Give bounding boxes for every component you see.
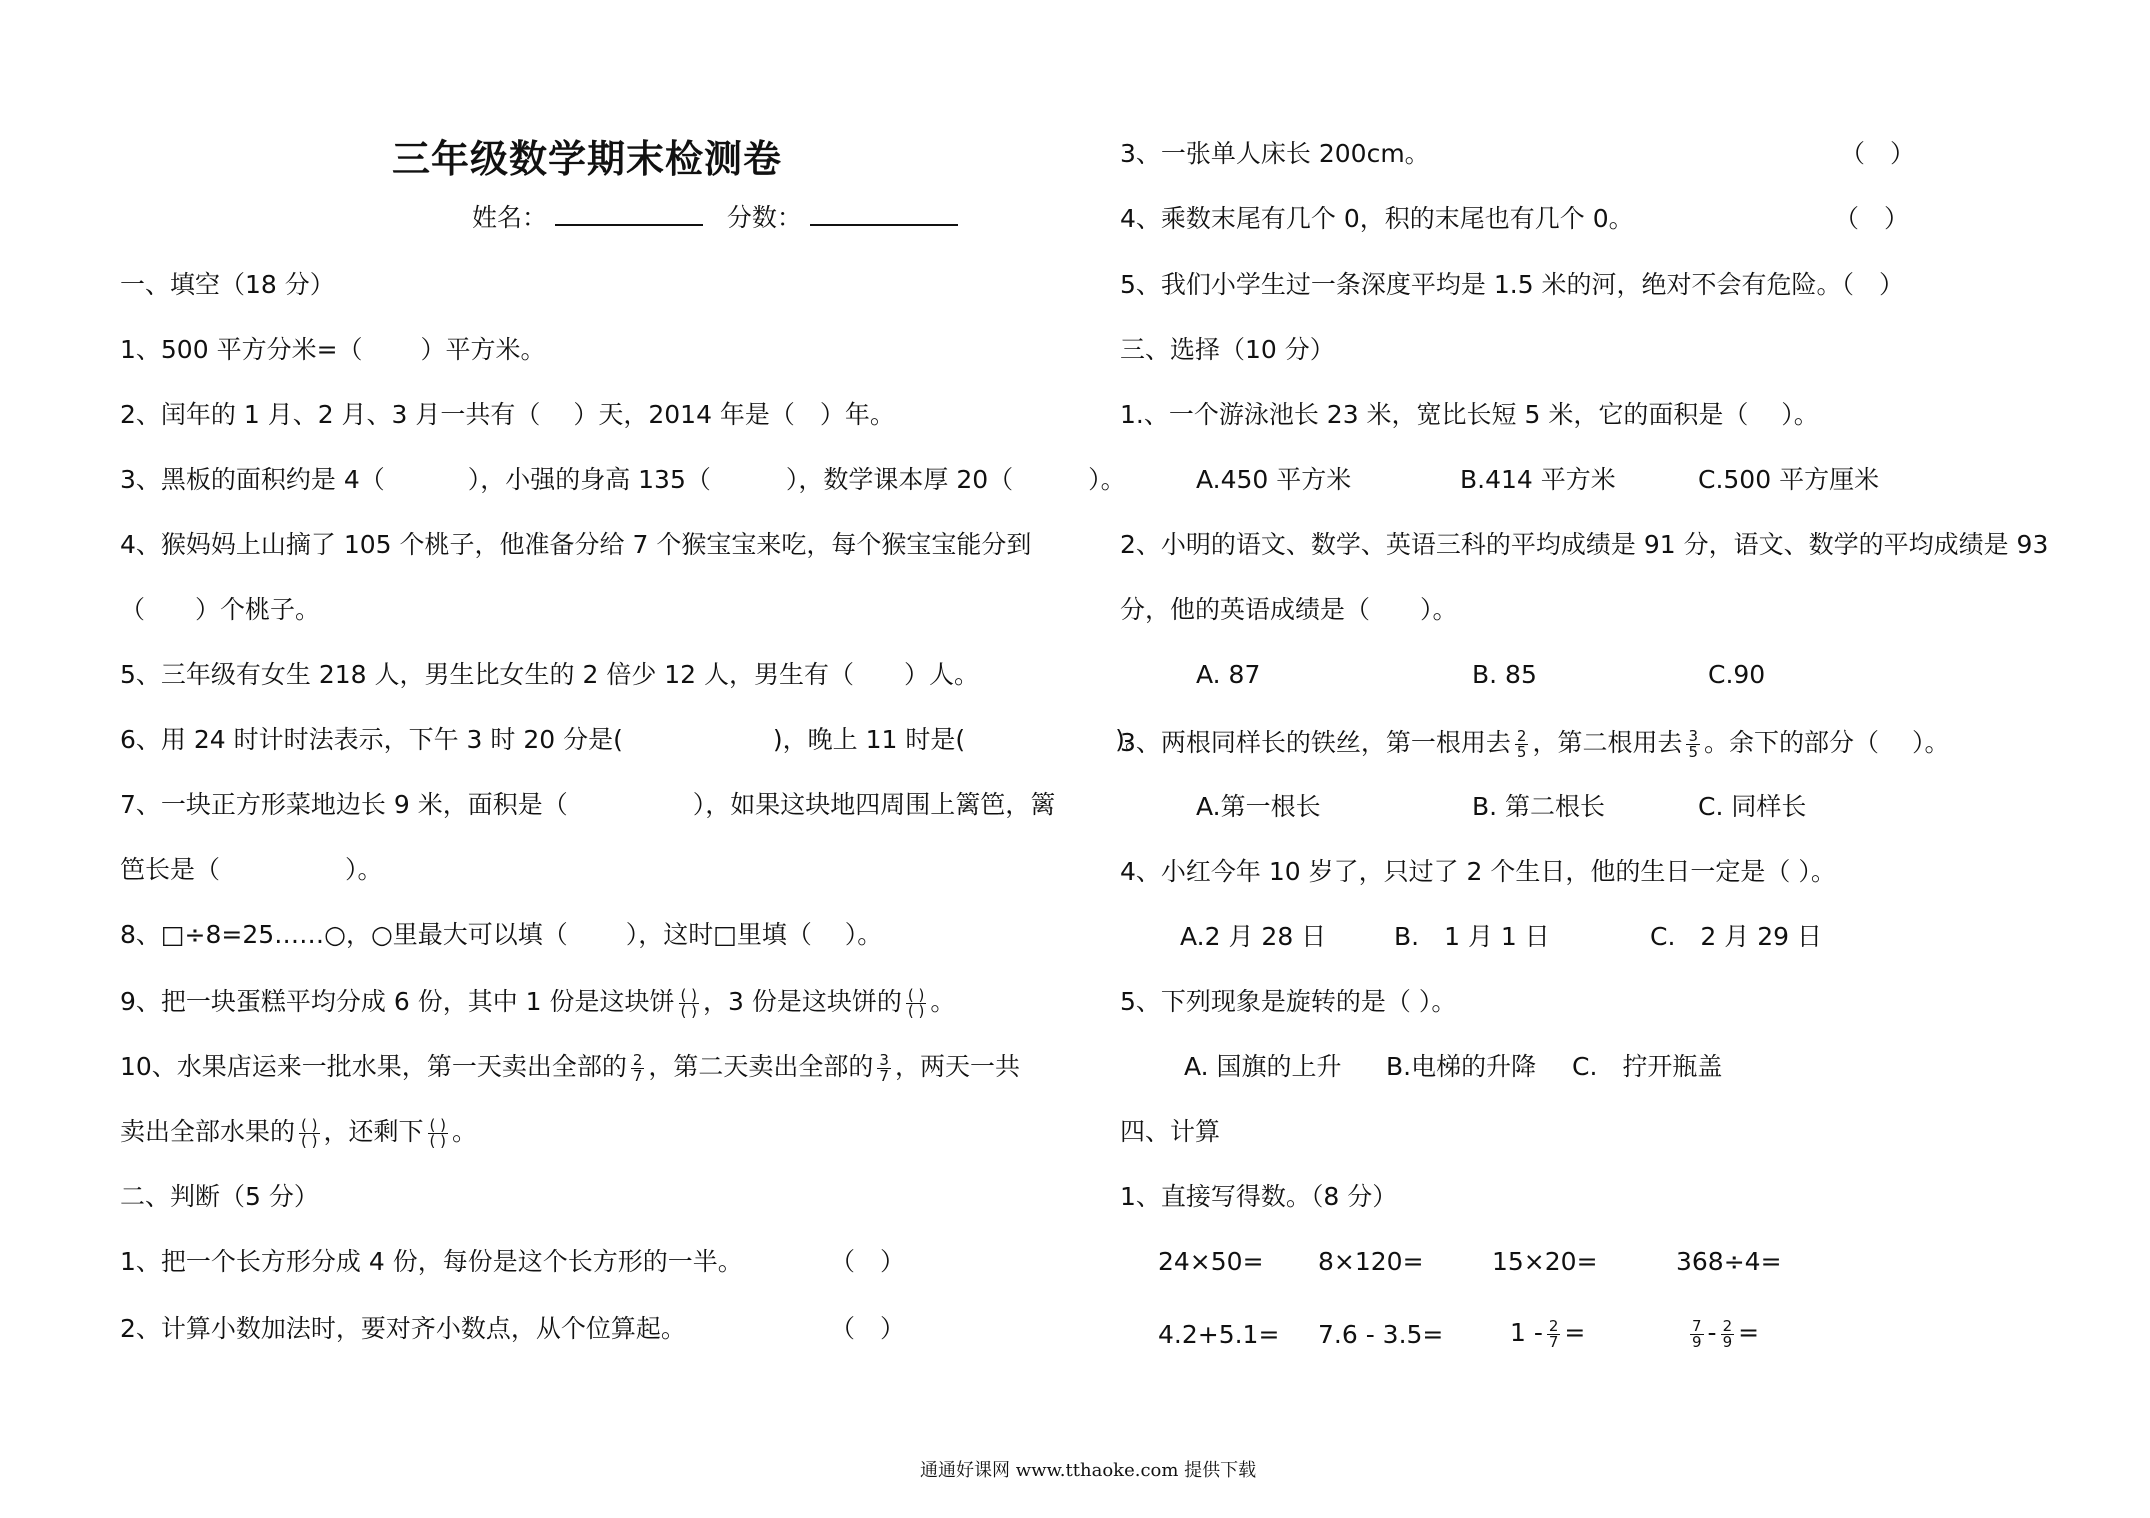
choice-3-option-a[interactable]: A.第一根长 xyxy=(1196,792,1321,821)
choice-4-option-c[interactable]: C. 2 月 29 日 xyxy=(1650,922,1822,951)
choice-3-text-b: ，第二根用去 xyxy=(1532,728,1683,757)
judge-1: 1、把一个长方形分成 4 份，每份是这个长方形的一半。 xyxy=(120,1247,743,1276)
judge-3: 3、一张单人床长 200cm。 xyxy=(1120,139,1430,168)
choice-1: 1.、一个游泳池长 23 米，宽比长短 5 米，它的面积是（ ）。 xyxy=(1120,400,1819,429)
choice-1-option-b[interactable]: B.414 平方米 xyxy=(1460,465,1616,494)
question-10-line-2 xyxy=(120,1115,477,1149)
judge-3-answer[interactable]: （ ） xyxy=(1840,139,1916,168)
section-choice: 三、选择（10 分） xyxy=(1120,335,1335,364)
choice-2-line-1: 2、小明的语文、数学、英语三科的平均成绩是 91 分，语文、数学的平均成绩是 93 xyxy=(1120,530,2049,559)
choice-3-option-b[interactable]: B. 第二根长 xyxy=(1472,792,1606,821)
question-3: 3、黑板的面积约是 4（ ），小强的身高 135（ ），数学课本厚 20（ ）。 xyxy=(120,465,1126,494)
judge-1-answer[interactable]: （ ） xyxy=(830,1247,906,1276)
question-2: 2、闰年的 1 月、2 月、3 月一共有（ ）天，2014 年是（ ）年。 xyxy=(120,400,895,429)
question-5: 5、三年级有女生 218 人，男生比女生的 2 倍少 12 人，男生有（ ）人。 xyxy=(120,660,980,689)
name-label: 姓名： xyxy=(472,203,548,232)
section-true-false: 二、判断（5 分） xyxy=(120,1182,319,1211)
choice-5: 5、下列现象是旋转的是（ ）。 xyxy=(1120,987,1457,1016)
question-10-text-d: 卖出全部水果的 xyxy=(120,1117,296,1146)
question-9-text-c: 。 xyxy=(930,987,956,1016)
score-label: 分数： xyxy=(726,203,802,232)
fraction-3-5: $\frac{3}{5}$ xyxy=(1688,726,1699,761)
section-calculation: 四、计算 xyxy=(1120,1117,1221,1146)
choice-5-option-b[interactable]: B.电梯的升降 xyxy=(1386,1052,1537,1081)
question-6: 6、用 24 时计时法表示，下午 3 时 20 分是( )，晚上 11 时是( )。 xyxy=(120,725,1150,754)
score-blank[interactable] xyxy=(810,200,958,226)
calc-item: 15×20= xyxy=(1492,1247,1598,1276)
judge-2-answer[interactable]: （ ） xyxy=(830,1314,906,1343)
calc-item-fraction-1: 1 - $\frac{2}{7}$ = xyxy=(1510,1316,1586,1351)
fraction-blank[interactable]: $\frac{( )}{( )}$ xyxy=(301,1115,318,1150)
choice-3-text-a: 3、两根同样长的铁丝，第一根用去 xyxy=(1120,728,1511,757)
calc-item: 8×120= xyxy=(1318,1247,1424,1276)
fraction-7-9: $\frac{7}{9}$ xyxy=(1692,1316,1702,1351)
page-title: 三年级数学期末检测卷 xyxy=(392,136,783,181)
question-7-line-1: 7、一块正方形菜地边长 9 米，面积是（ ），如果这块地四周围上篱笆，篱 xyxy=(120,790,1056,819)
choice-2-option-b[interactable]: B. 85 xyxy=(1472,660,1537,689)
question-10-text-a: 10、水果店运来一批水果，第一天卖出全部的 xyxy=(120,1052,627,1081)
judge-4: 4、乘数末尾有几个 0，积的末尾也有几个 0。 xyxy=(1120,204,1634,233)
question-7-line-2: 笆长是（ ）。 xyxy=(120,855,383,884)
calc-item: 24×50= xyxy=(1158,1247,1264,1276)
choice-3 xyxy=(1120,726,1949,760)
choice-2-line-2: 分，他的英语成绩是（ ）。 xyxy=(1120,595,1458,624)
question-10-line-1 xyxy=(120,1050,1020,1084)
choice-2-option-c[interactable]: C.90 xyxy=(1708,660,1766,689)
name-score-line xyxy=(472,200,958,235)
question-1: 1、500 平方分米=（ ）平方米。 xyxy=(120,335,546,364)
fraction-2-7: $\frac{2}{7}$ xyxy=(632,1050,643,1085)
question-10-text-f: 。 xyxy=(452,1117,478,1146)
fraction-2-7: $\frac{2}{7}$ xyxy=(1548,1316,1559,1351)
choice-2-option-a[interactable]: A. 87 xyxy=(1196,660,1261,689)
choice-3-text-c: 。余下的部分（ ）。 xyxy=(1704,728,1950,757)
fraction-blank[interactable]: $\frac{( )}{( )}$ xyxy=(429,1115,446,1150)
calc-item: 4.2+5.1= xyxy=(1158,1320,1280,1349)
judge-4-answer[interactable]: （ ） xyxy=(1834,204,1910,233)
question-4-line-1: 4、猴妈妈上山摘了 105 个桃子，他准备分给 7 个猴宝宝来吃，每个猴宝宝能分到 xyxy=(120,530,1032,559)
footer-source: 通通好课网 www.tthaoke.com 提供下载 xyxy=(920,1460,1257,1481)
choice-5-option-a[interactable]: A. 国旗的上升 xyxy=(1184,1052,1342,1081)
name-blank[interactable] xyxy=(555,200,703,226)
question-9 xyxy=(120,985,955,1019)
question-9-text-a: 9、把一块蛋糕平均分成 6 份，其中 1 份是这块饼 xyxy=(120,987,675,1016)
fraction-2-9: $\frac{2}{9}$ xyxy=(1722,1316,1733,1351)
question-8: 8、□÷8=25……○，○里最大可以填（ ），这时□里填（ ）。 xyxy=(120,920,883,949)
choice-4: 4、小红今年 10 岁了，只过了 2 个生日，他的生日一定是（ ）。 xyxy=(1120,857,1836,886)
fraction-blank[interactable]: $\frac{( )}{( )}$ xyxy=(680,985,697,1020)
fraction-3-7: $\frac{3}{7}$ xyxy=(879,1050,889,1085)
choice-1-option-a[interactable]: A.450 平方米 xyxy=(1196,465,1352,494)
fraction-blank[interactable]: $\frac{( )}{( )}$ xyxy=(907,985,925,1020)
question-10-text-e: ，还剩下 xyxy=(323,1117,424,1146)
judge-2: 2、计算小数加法时，要对齐小数点，从个位算起。 xyxy=(120,1314,686,1343)
calc-item: 7.6 - 3.5= xyxy=(1318,1320,1444,1349)
judge-5: 5、我们小学生过一条深度平均是 1.5 米的河，绝对不会有危险。（ ） xyxy=(1120,270,1905,299)
calc-item: 368÷4= xyxy=(1676,1247,1782,1276)
choice-3-option-c[interactable]: C. 同样长 xyxy=(1698,792,1807,821)
choice-4-option-a[interactable]: A.2 月 28 日 xyxy=(1180,922,1327,951)
choice-4-option-b[interactable]: B. 1 月 1 日 xyxy=(1394,922,1550,951)
choice-5-option-c[interactable]: C. 拧开瓶盖 xyxy=(1572,1052,1723,1081)
choice-1-option-c[interactable]: C.500 平方厘米 xyxy=(1698,465,1880,494)
calc-item-fraction-2: $\frac{7}{9}$ - $\frac{2}{9}$ = xyxy=(1692,1316,1760,1351)
question-4-line-2: （ ）个桃子。 xyxy=(120,595,321,624)
section-fill-blank: 一、填空（18 分） xyxy=(120,270,335,299)
question-10-text-c: ，两天一共 xyxy=(894,1052,1020,1081)
calc-instructions: 1、直接写得数。（8 分） xyxy=(1120,1182,1398,1211)
question-10-text-b: ，第二天卖出全部的 xyxy=(648,1052,874,1081)
question-9-text-b: ，3 份是这块饼的 xyxy=(703,987,902,1016)
fraction-2-5: $\frac{2}{5}$ xyxy=(1516,726,1527,761)
